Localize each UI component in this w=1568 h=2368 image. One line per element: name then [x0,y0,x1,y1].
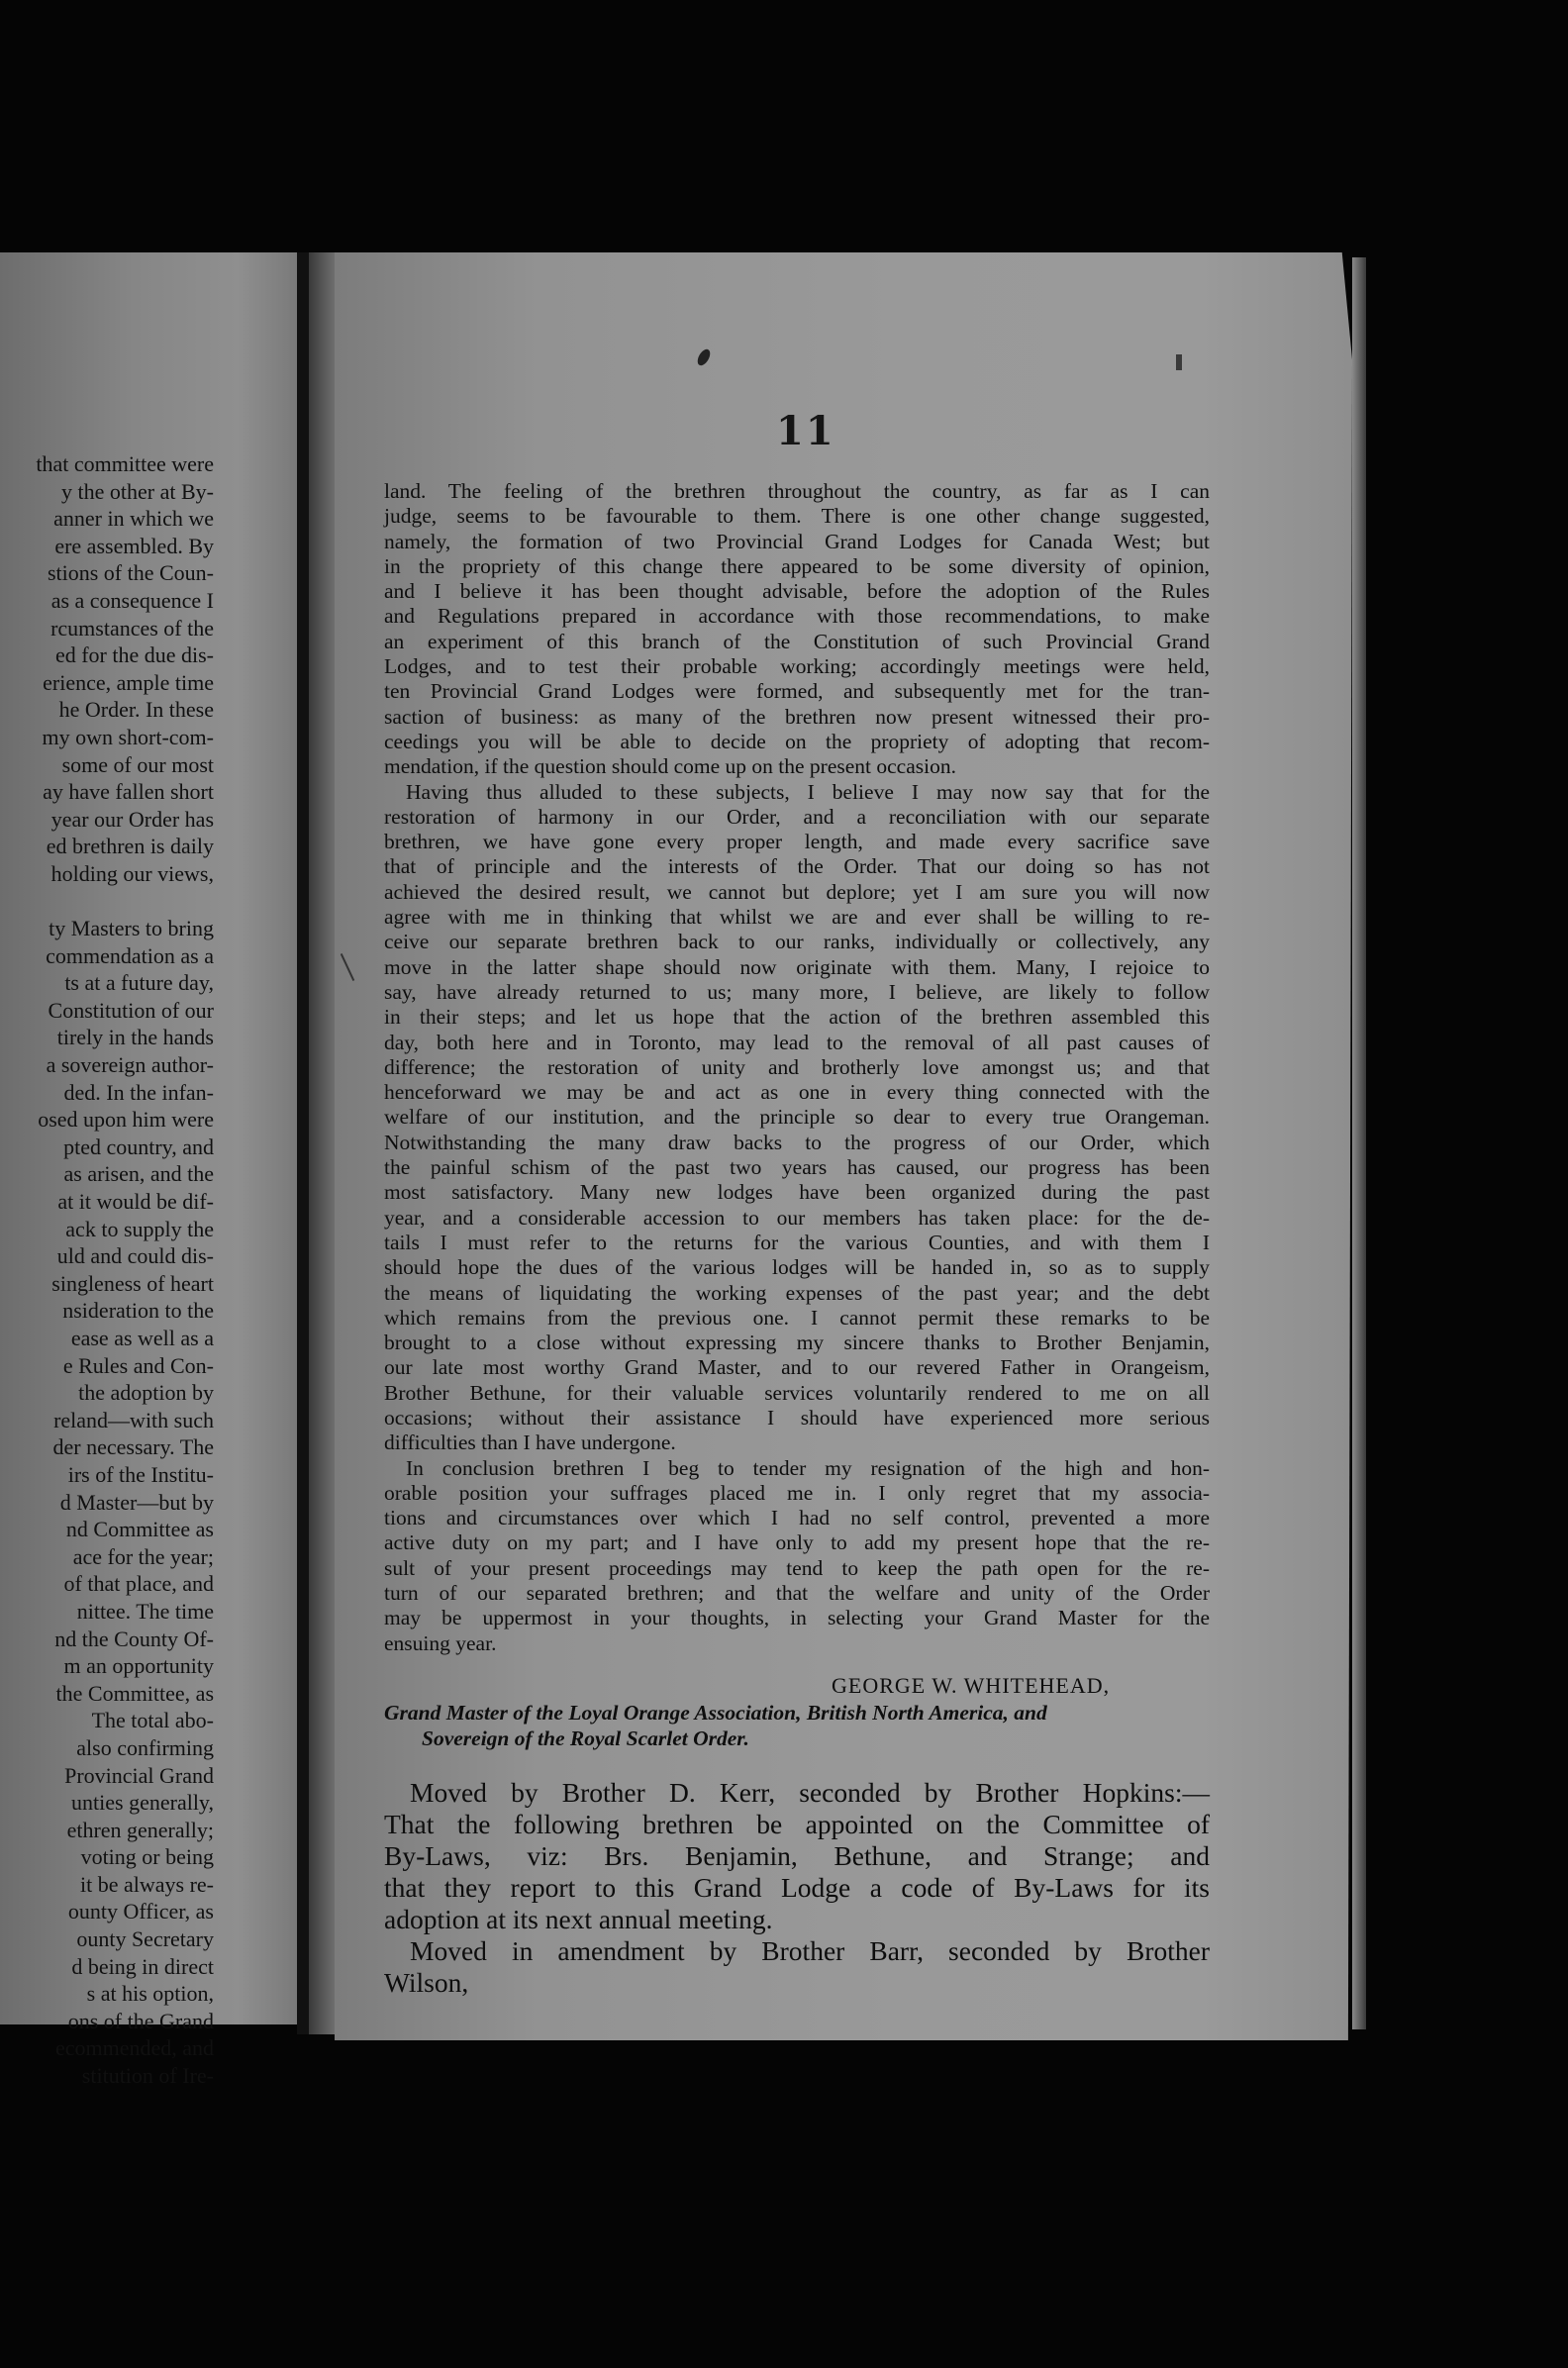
text-line: it be always re- [80,1871,214,1897]
text-line: agree with me in thinking that whilst we are and ever shall be willing to re- [384,905,1210,930]
text-line: ease as well as a [70,1326,214,1350]
text-line: as arisen, and the [63,1161,214,1187]
left-page-fragment [0,252,297,2089]
text-line: Wilson, [384,1967,469,1998]
text-line: Notwithstanding the many draw backs to the progress of our Order, which [384,1130,1210,1154]
text-line: sult of your present proceedings may tend to keep the path open for the re- [384,1555,1210,1580]
text-line: which remains from the previous one. I cannot permit these remarks to be [384,1305,1210,1330]
text-line: henceforward we may be and act as one in every thing connected with the [384,1080,1210,1105]
text-line: the painful schism of the past two years has caused, our progress has been [384,1155,1210,1180]
text-line: restoration of harmony in our Order, and a reconciliation with our separate [384,804,1210,829]
text-line: irs of the Institu- [67,1461,214,1487]
text-line: year our Order has [50,806,214,832]
text-line: the means of liquidating the working expenses of the past year; and the debt [384,1280,1210,1305]
text-line: say, have already returned to us; many more, I believe, are likely to follow [384,979,1210,1004]
text-line: ay have fallen short [43,779,214,805]
text-line: m an opportunity [63,1653,214,1679]
text-line: active duty on my part; and I have only to add my present hope that the re- [384,1530,1210,1555]
page-edge [1352,257,1366,2029]
text-line: occasions; without their assistance I should have experienced more serious [384,1405,1210,1430]
text-line: my own short-com- [42,724,214,749]
book-spine [297,252,309,2034]
text-line: ts at a future day, [64,970,214,996]
text-line: also confirming [76,1734,214,1760]
text-line: as a consequence I [50,587,214,613]
text-line: ounty Officer, as [67,1899,214,1924]
text-line: ack to supply the [65,1216,214,1241]
text-line: Moved by Brother D. Kerr, seconded by Brother Hopkins:— [410,1777,1210,1808]
text-line: stitution of Ire- [81,2063,214,2089]
text-line: Brother Bethune, for their valuable services voluntarily rendered to me on all [384,1380,1210,1405]
text-line: welfare of our institution, and the principle so dear to every true Orangeman. [384,1105,1210,1130]
text-line: stions of the Coun- [47,560,214,586]
text-line: nsideration to the [62,1298,214,1324]
text-line: tions and circumstances over which I had no self control, prevented a more [384,1506,1210,1530]
text-line: that they report to this Grand Lodge a code of By-Laws for its [384,1872,1210,1903]
text-line: the Committee, as [55,1680,214,1706]
text-line: tirely in the hands [56,1025,214,1050]
text-line: difficulties than I have undergone. [384,1431,676,1455]
text-line: ecommended, and [54,2035,214,2061]
text-line: he Order. In these [58,697,214,723]
text-line: uld and could dis- [56,1243,214,1269]
signatory-title-line-2: Sovereign of the Royal Scarlet Order. [422,1727,749,1750]
text-line: and Regulations prepared in accordance with those recommendations, to make [384,604,1210,629]
text-line: judge, seems to be favourable to them. There is one other change suggested, [384,504,1210,529]
text-line: in their steps; and let us hope that the action of the brethren assembled this [384,1005,1210,1030]
text-line: ensuing year. [384,1630,497,1655]
text-line: der necessary. The [52,1434,214,1460]
text-line: adoption at its next annual meeting. [384,1904,773,1934]
text-line: that committee were [36,451,214,476]
text-line: unties generally, [71,1790,214,1816]
text-line: s at his option, [86,1981,214,2007]
left-page-text [0,450,214,2090]
text-line: Provincial Grand [64,1762,214,1788]
page-gutter [309,252,335,2034]
text-line: the adoption by [78,1380,214,1406]
text-line: reland—with such [53,1407,214,1432]
text-line: ethren generally; [66,1817,214,1842]
text-line: may be uppermost in your thoughts, in selecting your Grand Master for the [384,1606,1210,1630]
text-line: anner in which we [53,506,214,532]
text-line: d being in direct [71,1953,214,1979]
text-line: and I believe it has been thought advisable, before the adoption of the Rules [384,579,1210,604]
text-line: should hope the dues of the various lodges will be handed in, so as to supply [384,1255,1210,1280]
text-line: land. The feeling of the brethren throughout the country, as far as I can [384,479,1210,503]
text-line: day, both here and in Toronto, may lead to the removal of all past causes of [384,1030,1210,1054]
text-line: pted country, and [63,1134,214,1159]
text-line: saction of business: as many of the brethren now present witnessed their pro- [384,704,1210,729]
text-line [0,888,214,916]
text-line: holding our views, [50,860,214,886]
text-line: In conclusion brethren I beg to tender my resignation of the high and hon- [406,1455,1210,1480]
text-line: By-Laws, viz: Brs. Benjamin, Bethune, and Strange; and [384,1840,1210,1871]
text-line: of that place, and [63,1571,214,1597]
text-line: ed for the due dis- [54,642,214,668]
text-line: Constitution of our [48,997,214,1023]
text-line: erience, ample time [43,669,214,695]
text-line: achieved the desired result, we cannot but deplore; yet I am sure you will now [384,879,1210,904]
text-line: ceedings you will be able to decide on the propriety of adopting that recom- [384,729,1210,753]
text-line: e Rules and Con- [62,1352,214,1378]
text-line: Having thus alluded to these subjects, I believe I may now say that for the [406,779,1210,804]
text-line: Moved in amendment by Brother Barr, seconded by Brother [410,1935,1210,1966]
text-line: voting or being [80,1844,214,1870]
text-line: y the other at By- [61,478,214,504]
text-line: that of principle and the interests of the Order. That our doing so has not [384,854,1210,879]
text-line: ed brethren is daily [46,834,214,859]
text-line: ere assembled. By [54,533,214,558]
text-line: mendation, if the question should come up on the present occasion. [384,754,956,779]
text-line: nd Committee as [65,1517,214,1542]
text-line: ten Provincial Grand Lodges were formed, and subsequently met for the tran- [384,679,1210,704]
text-line: brethren, we have gone every proper length, and made every sacrifice save [384,830,1210,854]
motion-text [384,1777,1210,1999]
signatory-title-line-1: Grand Master of the Loyal Orange Association, British North America, and [384,1701,1047,1725]
text-line: an experiment of this branch of the Constitution of such Provincial Grand [384,629,1210,653]
text-line: difference; the restoration of unity and brotherly love amongst us; and that [384,1054,1210,1079]
text-line: most satisfactory. Many new lodges have been organized during the past [384,1180,1210,1205]
ink-mark [1176,354,1182,370]
text-line: That the following brethren be appointed on the Committee of [384,1809,1210,1839]
text-line: The total abo- [91,1708,214,1733]
text-line: ons of the Grand [67,2008,214,2033]
text-line: year, and a considerable accession to our members has taken place: for the de- [384,1205,1210,1230]
text-line: in the propriety of this change there appeared to be some diversity of opinion, [384,553,1210,578]
text-line: ded. In the infan- [63,1079,214,1105]
text-line: ace for the year; [72,1543,214,1569]
text-line: ceive our separate brethren back to our ranks, individually or collectively, any [384,930,1210,954]
text-line: d Master—but by [59,1489,214,1515]
text-line: commendation as a [46,942,214,968]
text-line: ounty Secretary [76,1926,214,1952]
text-line: our late most worthy Grand Master, and to our revered Father in Orangeism, [384,1355,1210,1380]
text-line: singleness of heart [51,1270,214,1296]
text-line: orable position your suffrages placed me in. I only regret that my associa- [384,1480,1210,1505]
text-line: namely, the formation of two Provincial Grand Lodges for Canada West; but [384,529,1210,553]
text-line: nittee. The time [76,1598,214,1624]
text-line: move in the latter shape should now originate with them. Many, I rejoice to [384,954,1210,979]
text-line: nd the County Of- [54,1626,214,1651]
text-line: turn of our separated brethren; and that the welfare and unity of the Order [384,1581,1210,1606]
text-line: a sovereign author- [46,1052,214,1078]
text-line: tails I must refer to the returns for the various Counties, and with them I [384,1230,1210,1254]
text-line: osed upon him were [38,1107,214,1133]
signature: GEORGE W. WHITEHEAD, [832,1673,1111,1698]
page-number: 11 [776,408,835,454]
text-line: rcumstances of the [50,615,214,641]
body-text [384,479,1210,1656]
text-line: at it would be dif- [57,1189,214,1215]
text-line: some of our most [61,751,214,777]
text-line: brought to a close without expressing my sincere thanks to Brother Benjamin, [384,1331,1210,1355]
text-line: ty Masters to bring [49,916,214,941]
text-line: Lodges, and to test their probable working; accordingly meetings were held, [384,654,1210,679]
